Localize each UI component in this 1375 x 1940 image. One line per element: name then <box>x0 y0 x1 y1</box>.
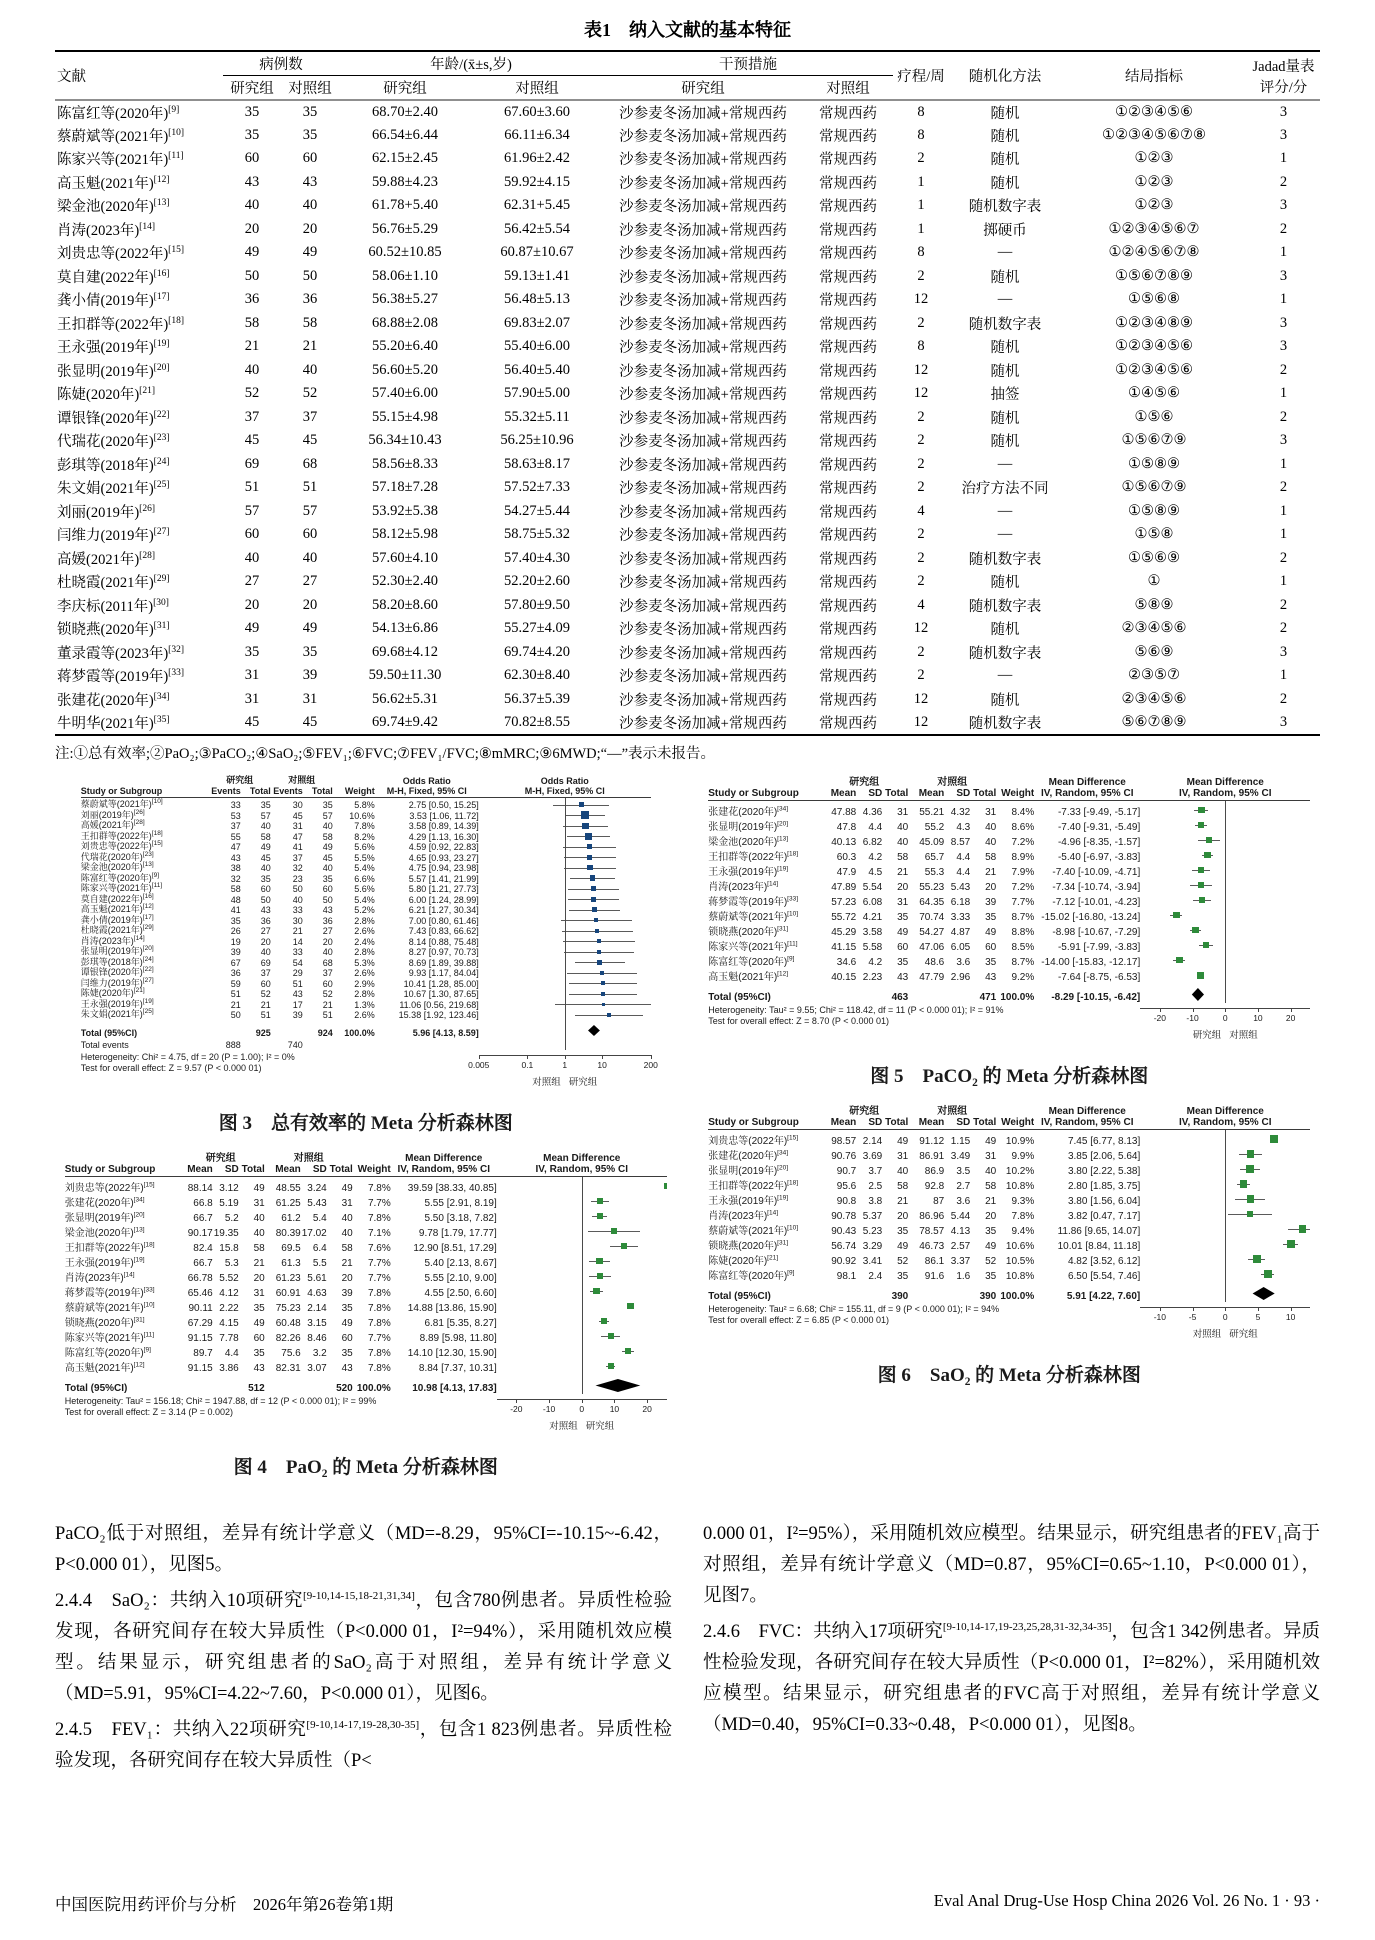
overall-effect-text: Test for overall effect: Z = 9.57 (P < 0.000 01) <box>80 1063 262 1073</box>
forest-plot-fig5: 研究组 对照组 Mean Difference Mean Difference Study or Subgroup Mean SD Total Mean SD Total Weight IV, Random, 95% CI IV, Random, 95% CI 张建花(2020年)[34] 47.88 4.36 31 55.21 4.32 31 8.4% -7.33 [-9.49, -5.17] 张显明(2019年)[20] 47.8 4.4 40 55.2 4.3 40 8.6% -7.40 [-9.31, -5.49] 梁金池(2020年)[13] 40.13 6.82 40 45.09 8.57 40 7.2% -4.96 [-8.35, -1.57] 王扣群等(2022年)[18] 60.3 4.2 58 65.7 4.4 58 8.9% -5.40 [-6.97, -3.83] 王永强(2019年)[19] 47.9 4.5 21 55.3 4.4 21 7.9% -7.40 [-10.09, -4.71] 肖涛(2023年)[14] 47.89 5.54 20 55.23 5.43 20 7.2% -7.34 [-10.74, -3.94] 蒋梦霞等(2019年)[33] 57.23 6.08 31 64.35 6.18 39 7.7% -7.12 [-10.01, -4.23] 蔡蔚斌等(2021年)[10] 55.72 4.21 35 70.74 3.33 35 8.7% -15.02 [-16.80, -13.24] 锁晓燕(2020年)[31] 45.29 3.58 49 54.27 4.87 49 8.8% -8.98 [-10.67, -7.29] 陈家兴等(2021年)[11] 41.15 5.58 60 47.06 6.05 60 8.5% -5.91 [-7.99, -3.83] 陈富红等(2020年)[9] 34.6 4.2 35 48.6 3.6 35 8.7% -14.00 [-15.83, -12.17] 高玉魁(2021年)[12] 40.15 2.23 43 47.79 2.96 43 9.2% -7.64 [-8.75, -6.53] Total (95%CI) 463 471 100.0% -8.29 [-10.15, -6.42] Heterogeneity: Tau² = 9.55; Chi² = 118.42, df = 11 (P < 0.000 01); I² = 91% Test for overall effect: Z = 8.70 (P < 0.000 01) -20 -10 0 10 20 研究组 对照组 图 5 PaCO₂ 的 Meta 分析森林图 <box>708 773 1310 1088</box>
forest-row: 彭琪等(2018年)[24] 67 69 54 68 5.3% 8.69 [1.89, 39.88] <box>81 957 651 968</box>
forest-row: 张显明(2019年)[20] 39 40 33 40 2.8% 8.27 [0.97, 70.73] <box>81 947 651 958</box>
col-cases-control: 对照组 <box>281 76 339 101</box>
body-paragraph: 2.4.4 SaO₂：共纳入10项研究[9-10,14-15,18-21,31,34]，包含780例患者。异质性检验发现，各研究间存在较大异质性（P<0.000 01，I²=94%），采用随机效应模型。结果显示，研究组患者的SaO₂高于对照组，差异有统计学意义（MD=5.91，95%CI=4.22~7.60，P<0.000 01），见图6。 <box>55 1589 672 1704</box>
forest-row: 王永强(2019年)[19] 47.9 4.5 21 55.3 4.4 21 7.9% -7.40 [-10.09, -4.71] <box>708 863 1310 878</box>
forest-row: 陈富红等(2020年)[9] 89.7 4.4 35 75.6 3.2 35 7.8% 14.10 [12.30, 15.90] <box>65 1344 667 1359</box>
col-int-study: 研究组 <box>603 76 803 101</box>
footer-journal-cn: 中国医院用药评价与分析 2026年第26卷第1期 <box>55 1895 394 1914</box>
body-right-column <box>703 1519 1320 1777</box>
heterogeneity-text: Heterogeneity: Chi² = 4.75, df = 20 (P = 1.00); I² = 0% <box>80 1051 295 1062</box>
forest-row: 谭银锋(2020年)[22] 36 37 29 37 2.6% 9.93 [1.17, 84.04] <box>81 968 651 979</box>
table-row: 张建花(2020年)[34] 31 31 56.62±5.31 56.37±5.39 沙参麦冬汤加减+常规西药 常规西药 12 随机 ②③④⑤⑥ 2 <box>57 690 1288 709</box>
forest-row: 梁金池(2020年)[13] 38 40 32 40 5.4% 4.75 [0.94, 23.98] <box>81 863 651 874</box>
forest-plot-grid <box>55 773 1320 1493</box>
forest-row: 张显明(2019年)[20] 47.8 4.4 40 55.2 4.3 40 8.6% -7.40 [-9.31, -5.49] <box>708 818 1310 833</box>
forest-row: 陈家兴等(2021年)[11] 41.15 5.58 60 47.06 6.05 60 8.5% -5.91 [-7.99, -3.83] <box>708 938 1310 953</box>
col-int-control: 对照组 <box>803 76 893 101</box>
forest-row: 王永强(2019年)[19] 21 21 17 21 1.3% 11.06 [0.56, 219.68] <box>81 999 651 1010</box>
forest-total-row: Total (95%CI) 512 520 100.0% 10.98 [4.13, 17.83] <box>65 1378 667 1394</box>
body-left-column <box>55 1519 672 1777</box>
body-text <box>55 1519 1320 1777</box>
table-row: 王扣群等(2022年)[18] 58 58 68.88±2.08 69.83±2.07 沙参麦冬汤加减+常规西药 常规西药 2 随机数字表 ①②③④⑧⑨ 3 <box>57 314 1288 333</box>
axis-group-labels: 对照组 研究组 <box>1192 1328 1258 1340</box>
heterogeneity-text: Heterogeneity: Tau² = 156.18; Chi² = 1947.88, df = 12 (P < 0.000 01); I² = 99% <box>64 1395 377 1406</box>
forest-total-row: Total (95%CI) 463 471 100.0% -8.29 [-10.15, -6.42] <box>708 987 1310 1003</box>
figure-caption: 图 4 PaO₂ 的 Meta 分析森林图 <box>233 1456 498 1478</box>
forest-row: 王扣群等(2022年)[18] 60.3 4.2 58 65.7 4.4 58 8.9% -5.40 [-6.97, -3.83] <box>708 848 1310 863</box>
figures-right-column <box>699 773 1321 1493</box>
table-row: 蒋梦霞等(2019年)[33] 31 39 59.50±11.30 62.30±8.40 沙参麦冬汤加减+常规西药 常规西药 2 — ②③⑤⑦ 1 <box>57 667 1288 686</box>
body-paragraph: 0.000 01，I²=95%），采用随机效应模型。结果显示，研究组患者的FEV₁高于对照组，差异有统计学意义（MD=0.87，95%CI=0.65~1.10，P<0.000 01），见图7。 <box>703 1523 1320 1606</box>
forest-row: 高媛(2021年)[28] 37 40 31 40 7.8% 3.58 [0.89, 14.39] <box>81 821 651 832</box>
table-row: 蔡蔚斌等(2021年)[10] 35 35 66.54±6.44 66.11±6.34 沙参麦冬汤加减+常规西药 常规西药 8 随机 ①②③④⑤⑥⑦⑧ 3 <box>57 126 1288 145</box>
forest-row: 陈婕(2020年)[21] 90.92 3.41 52 86.1 3.37 52 10.5% 4.82 [3.52, 6.12] <box>708 1252 1310 1267</box>
col-cases: 病例数 <box>223 51 339 76</box>
forest-row: 肖涛(2023年)[14] 19 20 14 20 2.4% 8.14 [0.88, 75.48] <box>81 936 651 947</box>
forest-row: 高玉魁(2021年)[12] 41 43 33 43 5.2% 6.21 [1.27, 30.34] <box>81 905 651 916</box>
overall-effect-text: Test for overall effect: Z = 8.70 (P < 0.000 01) <box>708 1016 890 1026</box>
forest-row: 张显明(2019年)[20] 90.7 3.7 40 86.9 3.5 40 10.2% 3.80 [2.22, 5.38] <box>708 1162 1310 1177</box>
table-row: 高玉魁(2021年)[12] 43 43 59.88±4.23 59.92±4.15 沙参麦冬汤加减+常规西药 常规西药 1 随机 ①②③ 2 <box>57 173 1288 192</box>
table-row: 高媛(2021年)[28] 40 40 57.60±4.10 57.40±4.30 沙参麦冬汤加减+常规西药 常规西药 2 随机数字表 ①⑤⑥⑨ 2 <box>57 549 1288 568</box>
forest-row: 肖涛(2023年)[14] 90.78 5.37 20 86.96 5.44 20 7.8% 3.82 [0.47, 7.17] <box>708 1207 1310 1222</box>
forest-row: 刘丽(2019年)[26] 53 57 45 57 10.6% 3.53 [1.06, 11.72] <box>81 810 651 821</box>
forest-row: 刘贵忠等(2022年)[15] 98.57 2.14 49 91.12 1.15 49 10.9% 7.45 [6.77, 8.13] <box>708 1132 1310 1147</box>
figure-caption: 图 6 SaO₂ 的 Meta 分析森林图 <box>877 1364 1141 1386</box>
forest-row: 高玉魁(2021年)[12] 40.15 2.23 43 47.79 2.96 43 9.2% -7.64 [-8.75, -6.53] <box>708 968 1310 983</box>
forest-row: 王扣群等(2022年)[18] 95.6 2.5 58 92.8 2.7 58 10.8% 2.80 [1.85, 3.75] <box>708 1177 1310 1192</box>
figures-left-column <box>55 773 677 1493</box>
col-course: 疗程/周 <box>893 51 949 100</box>
body-paragraph: PaCO₂低于对照组，差异有统计学意义（MD=-8.29，95%CI=-10.15~-6.42，P<0.000 01），见图5。 <box>55 1523 672 1575</box>
forest-row: 张显明(2019年)[20] 66.7 5.2 40 61.2 5.4 40 7.8% 5.50 [3.18, 7.82] <box>65 1209 667 1224</box>
forest-row: 高玉魁(2021年)[12] 91.15 3.86 43 82.31 3.07 43 7.8% 8.84 [7.37, 10.31] <box>65 1359 667 1374</box>
overall-effect-text: Test for overall effect: Z = 6.85 (P < 0.000 01) <box>708 1315 890 1325</box>
forest-row: 代瑞花(2020年)[23] 43 45 37 45 5.5% 4.65 [0.93, 23.27] <box>81 852 651 863</box>
axis-group-labels: 对照组 研究组 <box>549 1420 615 1432</box>
heterogeneity-text: Heterogeneity: Tau² = 6.68; Chi² = 155.11, df = 9 (P < 0.000 01); I² = 94% <box>708 1303 1000 1314</box>
forest-row: 陈家兴等(2021年)[11] 58 60 50 60 5.6% 5.80 [1.21, 27.73] <box>81 884 651 895</box>
forest-row: 龚小倩(2019年)[17] 35 36 30 36 2.8% 7.00 [0.80, 61.46] <box>81 915 651 926</box>
forest-row: 梁金池(2020年)[13] 90.17 19.35 40 80.39 17.02 40 7.1% 9.78 [1.79, 17.77] <box>65 1224 667 1239</box>
axis-group-labels: 对照组 研究组 <box>532 1076 598 1088</box>
forest-row: 闫维力(2019年)[27] 59 60 51 60 2.9% 10.41 [1.28, 85.00] <box>81 978 651 989</box>
table-row: 彭琪等(2018年)[24] 69 68 58.56±8.33 58.63±8.17 沙参麦冬汤加减+常规西药 常规西药 2 — ①⑤⑧⑨ 1 <box>57 455 1288 474</box>
table-row: 刘丽(2019年)[26] 57 57 53.92±5.38 54.27±5.44 沙参麦冬汤加减+常规西药 常规西药 4 — ①⑤⑧⑨ 1 <box>57 502 1288 521</box>
table-row: 张显明(2019年)[20] 40 40 56.60±5.20 56.40±5.40 沙参麦冬汤加减+常规西药 常规西药 12 随机 ①②③④⑤⑥ 2 <box>57 361 1288 380</box>
table-row: 莫自建(2022年)[16] 50 50 58.06±1.10 59.13±1.41 沙参麦冬汤加减+常规西药 常规西药 2 随机 ①⑤⑥⑦⑧⑨ 3 <box>57 267 1288 286</box>
table-row: 王永强(2019年)[19] 21 21 55.20±6.40 55.40±6.00 沙参麦冬汤加减+常规西药 常规西药 8 随机 ①②③④⑤⑥ 3 <box>57 338 1288 357</box>
forest-plot-fig6: 研究组 对照组 Mean Difference Mean Difference Study or Subgroup Mean SD Total Mean SD Total Weight IV, Random, 95% CI IV, Random, 95% CI 刘贵忠等(2022年)[15] 98.57 2.14 49 91.12 1.15 49 10.9% 7.45 [6.77, 8.13] 张建花(2020年)[34] 90.76 3.69 31 86.91 3.49 31 9.9% 3.85 [2.06, 5.64] 张显明(2019年)[20] 90.7 3.7 40 86.9 3.5 40 10.2% 3.80 [2.22, 5.38] 王扣群等(2022年)[18] 95.6 2.5 58 92.8 2.7 58 10.8% 2.80 [1.85, 3.75] 王永强(2019年)[19] 90.8 3.8 21 87 3.6 21 9.3% 3.80 [1.56, 6.04] 肖涛(2023年)[14] 90.78 5.37 20 86.96 5.44 20 7.8% 3.82 [0.47, 7.17] 蔡蔚斌等(2021年)[10] 90.43 5.23 35 78.57 4.13 35 9.4% 11.86 [9.65, 14.07] 锁晓燕(2020年)[31] 56.74 3.29 49 46.73 2.57 49 10.6% 10.01 [8.84, 11.18] 陈婕(2020年)[21] 90.92 3.41 52 86.1 3.37 52 10.5% 4.82 [3.52, 6.12] 陈富红等(2020年)[9] 98.1 2.4 35 91.6 1.6 35 10.8% 6.50 [5.54, 7.46] Total (95%CI) 390 390 100.0% 5.91 [4.22, 7.60] Heterogeneity: Tau² = 6.68; Chi² = 155.11, df = 9 (P < 0.000 01); I² = 94% Test for overall effect: Z = 6.85 (P < 0.000 01) -10 -5 0 5 10 对照组 研究组 图 6 SaO₂ 的 Meta 分析森林图 <box>708 1102 1310 1387</box>
forest-row: 蔡蔚斌等(2021年)[10] 33 35 30 35 5.8% 2.75 [0.50, 15.25] <box>81 800 651 811</box>
col-randomization: 随机化方法 <box>949 51 1061 100</box>
forest-row: 陈婕(2020年)[21] 51 52 43 52 2.8% 10.67 [1.30, 87.65] <box>81 989 651 1000</box>
table-row: 朱文娟(2021年)[25] 51 51 57.18±7.28 57.52±7.33 沙参麦冬汤加减+常规西药 常规西药 2 治疗方法不同 ①⑤⑥⑦⑨ 2 <box>57 479 1288 498</box>
page-footer <box>55 1891 1320 1915</box>
forest-total-row: Total (95%CI) 925 924 100.0% 5.96 [4.13, 8.59] <box>81 1024 651 1038</box>
forest-plot-fig4: 研究组 对照组 Mean Difference Mean Difference Study or Subgroup Mean SD Total Mean SD Total Weight IV, Random, 95% CI IV, Random, 95% CI 刘贵忠等(2022年)[15] 88.14 3.12 49 48.55 3.24 49 7.8% 39.59 [38.33, 40.85] 张建花(2020年)[34] 66.8 5.19 31 61.25 5.43 31 7.7% 5.55 [2.91, 8.19] 张显明(2019年)[20] 66.7 5.2 40 61.2 5.4 40 7.8% 5.50 [3.18, 7.82] 梁金池(2020年)[13] 90.17 19.35 40 80.39 17.02 40 7.1% 9.78 [1.79, 17.77] 王扣群等(2022年)[18] 82.4 15.8 58 69.5 6.4 58 7.6% 12.90 [8.51, 17.29] 王永强(2019年)[19] 66.7 5.3 21 61.3 5.5 21 7.7% 5.40 [2.13, 8.67] 肖涛(2023年)[14] 66.78 5.52 20 61.23 5.61 20 7.7% 5.55 [2.10, 9.00] 蒋梦霞等(2019年)[33] 65.46 4.12 31 60.91 4.63 39 7.8% 4.55 [2.50, 6.60] 蔡蔚斌等(2021年)[10] 90.11 2.22 35 75.23 2.14 35 7.8% 14.88 [13.86, 15.90] 锁晓燕(2020年)[31] 67.29 4.15 49 60.48 3.15 49 7.8% 6.81 [5.35, 8.27] 陈家兴等(2021年)[11] 91.15 7.78 60 82.26 8.46 60 7.7% 8.89 [5.98, 11.80] 陈富红等(2020年)[9] 89.7 4.4 35 75.6 3.2 35 7.8% 14.10 [12.30, 15.90] 高玉魁(2021年)[12] 91.15 3.86 43 82.31 3.07 43 7.8% 8.84 [7.37, 10.31] Total (95%CI) 512 520 100.0% 10.98 [4.13, 17.83] Heterogeneity: Tau² = 156.18; Chi² = 1947.88, df = 12 (P < 0.000 01); I² = 99% Test for overall effect: Z = 3.14 (P = 0.002) -20 -10 0 10 20 对照组 研究组 图 4 PaO₂ 的 Meta 分析森林图 <box>65 1149 667 1479</box>
forest-row: 张建花(2020年)[34] 47.88 4.36 31 55.21 4.32 31 8.4% -7.33 [-9.49, -5.17] <box>708 803 1310 818</box>
figure-caption: 图 5 PaCO₂ 的 Meta 分析森林图 <box>870 1065 1149 1087</box>
body-paragraph: 2.4.6 FVC：共纳入17项研究[9-10,14-17,19-23,25,28,31-32,34-35]，包含1 342例患者。异质性检验发现，各研究间存在较大异质性（P<0.000 01，I²=82%），采用随机效应模型。结果显示，研究组患者的FVC高于对照组，差异有统计学意义（MD=0.40，95%CI=0.33~0.48，P<0.000 01），见图8。 <box>703 1620 1320 1735</box>
col-age-control: 对照组 <box>471 76 603 101</box>
axis-group-labels: 研究组 对照组 <box>1192 1029 1258 1041</box>
forest-row: 蔡蔚斌等(2021年)[10] 90.11 2.22 35 75.23 2.14 35 7.8% 14.88 [13.86, 15.90] <box>65 1299 667 1314</box>
forest-row: 王扣群等(2022年)[18] 55 58 47 58 8.2% 4.29 [1.13, 16.30] <box>81 831 651 842</box>
table-row: 龚小倩(2019年)[17] 36 36 56.38±5.27 56.48±5.13 沙参麦冬汤加减+常规西药 常规西药 12 — ①⑤⑥⑧ 1 <box>57 291 1288 310</box>
table-footnote: 注:①总有效率;②PaO₂;③PaCO₂;④SaO₂;⑤FEV₁;⑥FVC;⑦FEV₁/FVC;⑧mMRC;⑨6MWD;“—”表示未报告。 <box>55 745 716 762</box>
forest-row: 梁金池(2020年)[13] 40.13 6.82 40 45.09 8.57 40 7.2% -4.96 [-8.35, -1.57] <box>708 833 1310 848</box>
table-row: 陈富红等(2020年)[9] 35 35 68.70±2.40 67.60±3.60 沙参麦冬汤加减+常规西药 常规西药 8 随机 ①②③④⑤⑥ 3 <box>57 103 1288 122</box>
forest-row: 肖涛(2023年)[14] 47.89 5.54 20 55.23 5.43 20 7.2% -7.34 [-10.74, -3.94] <box>708 878 1310 893</box>
table-title: 表1 纳入文献的基本特征 <box>584 20 791 40</box>
included-studies-table <box>55 50 1320 736</box>
col-intervention: 干预措施 <box>603 51 893 76</box>
forest-row: 陈富红等(2020年)[9] 98.1 2.4 35 91.6 1.6 35 10.8% 6.50 [5.54, 7.46] <box>708 1267 1310 1282</box>
forest-row: 朱文娟(2021年)[25] 50 51 39 51 2.6% 15.38 [1.92, 123.46] <box>81 1010 651 1021</box>
table-row: 陈婕(2020年)[21] 52 52 57.40±6.00 57.90±5.00 沙参麦冬汤加减+常规西药 常规西药 12 抽签 ①④⑤⑥ 1 <box>57 385 1288 404</box>
col-age: 年龄/(x̄±s,岁) <box>339 51 603 76</box>
forest-row: 刘贵忠等(2022年)[15] 88.14 3.12 49 48.55 3.24 49 7.8% 39.59 [38.33, 40.85] <box>65 1179 667 1194</box>
table-row: 谭银锋(2020年)[22] 37 37 55.15±4.98 55.32±5.11 沙参麦冬汤加减+常规西药 常规西药 2 随机 ①⑤⑥ 2 <box>57 408 1288 427</box>
forest-plot-fig3: 研究组 对照组 Odds Ratio Odds Ratio Study or Subgroup Events Total Events Total Weight M-H, Fixed, 95% CI M-H, Fixed, 95% CI 蔡蔚斌等(2021年)[10] 33 35 30 35 5.8% 2.75 [0.50, 15.25] 刘丽(2019年)[26] 53 57 45 57 10.6% 3.53 [1.06, 11.72] 高媛(2021年)[28] 37 40 31 40 7.8% 3.58 [0.89, 14.39] 王扣群等(2022年)[18] 55 58 47 58 8.2% 4.29 [1.13, 16.30] 刘贵忠等(2022年)[15] 47 49 41 49 5.6% 4.59 [0.92, 22.83] 代瑞花(2020年)[23] 43 45 37 45 5.5% 4.65 [0.93, 23.27] 梁金池(2020年)[13] 38 40 32 40 5.4% 4.75 [0.94, 23.98] 陈富红等(2020年)[9] 32 35 23 35 6.6% 5.57 [1.41, 21.99] 陈家兴等(2021年)[11] 58 60 50 60 5.6% 5.80 [1.21, 27.73] 莫自建(2022年)[16] 48 50 40 50 5.4% 6.00 [1.24, 28.99] 高玉魁(2021年)[12] 41 43 33 43 5.2% 6.21 [1.27, 30.34] 龚小倩(2019年)[17] 35 36 30 36 2.8% 7.00 [0.80, 61.46] 杜晓霞(2021年)[29] 26 27 21 27 2.6% 7.43 [0.83, 66.62] 肖涛(2023年)[14] 19 20 14 20 2.4% 8.14 [0.88, 75.48] 张显明(2019年)[20] 39 40 33 40 2.8% 8.27 [0.97, 70.73] 彭琪等(2018年)[24] 67 69 54 68 5.3% 8.69 [1.89, 39.88] 谭银锋(2020年)[22] 36 37 29 37 2.6% 9.93 [1.17, 84.04] 闫维力(2019年)[27] 59 60 51 60 2.9% 10.41 [1.28, 85.00] 陈婕(2020年)[21] 51 52 43 52 2.8% 10.67 [1.30, 87.65] 王永强(2019年)[19] 21 21 17 21 1.3% 11.06 [0.56, 219.68] 朱文娟(2021年)[25] 50 51 39 51 2.6% 15.38 [1.92, 123.46] Total (95%CI) 925 924 100.0% 5.96 [4.13, 8.59] Total events 888 740 Heterogeneity: Chi² = 4.75, df = 20 (P = 1.00); I² = 0% Test for overall effect: Z = 9.57 (P < 0.000 01) 0.005 0.1 1 10 200 对照组 研究组 图 3 总有效率的 Meta 分析森林图 <box>80 774 658 1134</box>
table-row: 陈家兴等(2021年)[11] 60 60 62.15±2.45 61.96±2.42 沙参麦冬汤加减+常规西药 常规西药 2 随机 ①②③ 1 <box>57 150 1288 169</box>
forest-row: 王永强(2019年)[19] 66.7 5.3 21 61.3 5.5 21 7.7% 5.40 [2.13, 8.67] <box>65 1254 667 1269</box>
forest-row: 肖涛(2023年)[14] 66.78 5.52 20 61.23 5.61 20 7.7% 5.55 [2.10, 9.00] <box>65 1269 667 1284</box>
body-paragraph: 2.4.5 FEV₁：共纳入22项研究[9-10,14-17,19-28,30-35]，包含1 823例患者。异质性检验发现，各研究间存在较大异质性（P< <box>55 1718 672 1771</box>
forest-row: 刘贵忠等(2022年)[15] 47 49 41 49 5.6% 4.59 [0.92, 22.83] <box>81 842 651 853</box>
overall-effect-text: Test for overall effect: Z = 3.14 (P = 0.002) <box>64 1407 234 1417</box>
forest-row: 杜晓霞(2021年)[29] 26 27 21 27 2.6% 7.43 [0.83, 66.62] <box>81 926 651 937</box>
forest-row: 莫自建(2022年)[16] 48 50 40 50 5.4% 6.00 [1.24, 28.99] <box>81 894 651 905</box>
table-row: 牛明华(2021年)[35] 45 45 69.74±9.42 70.82±8.55 沙参麦冬汤加减+常规西药 常规西药 12 随机数字表 ⑤⑥⑦⑧⑨ 3 <box>57 713 1288 732</box>
table-row: 刘贵忠等(2022年)[15] 49 49 60.52±10.85 60.87±10.67 沙参麦冬汤加减+常规西药 常规西药 8 — ①②④⑤⑥⑦⑧ 1 <box>57 244 1288 263</box>
forest-row: 张建花(2020年)[34] 66.8 5.19 31 61.25 5.43 31 7.7% 5.55 [2.91, 8.19] <box>65 1194 667 1209</box>
col-jadad: Jadad量表 评分/分 <box>1247 51 1320 100</box>
forest-row: 陈富红等(2020年)[9] 34.6 4.2 35 48.6 3.6 35 8.7% -14.00 [-15.83, -12.17] <box>708 953 1310 968</box>
forest-total-events-row: Total events 888 740 <box>80 1039 303 1050</box>
col-age-study: 研究组 <box>339 76 471 101</box>
col-cases-study: 研究组 <box>223 76 281 101</box>
forest-total-row: Total (95%CI) 390 390 100.0% 5.91 [4.22, 7.60] <box>708 1286 1310 1302</box>
forest-row: 蔡蔚斌等(2021年)[10] 90.43 5.23 35 78.57 4.13 35 9.4% 11.86 [9.65, 14.07] <box>708 1222 1310 1237</box>
forest-row: 陈富红等(2020年)[9] 32 35 23 35 6.6% 5.57 [1.41, 21.99] <box>81 873 651 884</box>
table-row: 杜晓霞(2021年)[29] 27 27 52.30±2.40 52.20±2.60 沙参麦冬汤加减+常规西药 常规西药 2 随机 ① 1 <box>57 573 1288 592</box>
forest-row: 锁晓燕(2020年)[31] 45.29 3.58 49 54.27 4.87 49 8.8% -8.98 [-10.67, -7.29] <box>708 923 1310 938</box>
table-row: 锁晓燕(2020年)[31] 49 49 54.13±6.86 55.27±4.09 沙参麦冬汤加减+常规西药 常规西药 12 随机 ②③④⑤⑥ 2 <box>57 620 1288 639</box>
table-row: 代瑞花(2020年)[23] 45 45 56.34±10.43 56.25±10.96 沙参麦冬汤加减+常规西药 常规西药 2 随机 ①⑤⑥⑦⑨ 3 <box>57 432 1288 451</box>
forest-row: 蒋梦霞等(2019年)[33] 65.46 4.12 31 60.91 4.63 39 7.8% 4.55 [2.50, 6.60] <box>65 1284 667 1299</box>
heterogeneity-text: Heterogeneity: Tau² = 9.55; Chi² = 118.42, df = 11 (P < 0.000 01); I² = 91% <box>708 1004 1004 1015</box>
forest-row: 王永强(2019年)[19] 90.8 3.8 21 87 3.6 21 9.3% 3.80 [1.56, 6.04] <box>708 1192 1310 1207</box>
footer-journal-en: Eval Anal Drug-Use Hosp China 2026 Vol. 26 No. 1 · 93 · <box>933 1891 1320 1910</box>
forest-row: 锁晓燕(2020年)[31] 67.29 4.15 49 60.48 3.15 49 7.8% 6.81 [5.35, 8.27] <box>65 1314 667 1329</box>
col-literature: 文献 <box>55 51 223 100</box>
forest-row: 蔡蔚斌等(2021年)[10] 55.72 4.21 35 70.74 3.33 35 8.7% -15.02 [-16.80, -13.24] <box>708 908 1310 923</box>
table-row: 李庆标(2011年)[30] 20 20 58.20±8.60 57.80±9.50 沙参麦冬汤加减+常规西药 常规西药 4 随机数字表 ⑤⑧⑨ 2 <box>57 596 1288 615</box>
table-row: 闫维力(2019年)[27] 60 60 58.12±5.98 58.75±5.32 沙参麦冬汤加减+常规西药 常规西药 2 — ①⑤⑧ 1 <box>57 526 1288 545</box>
table-row: 董录霞等(2023年)[32] 35 35 69.68±4.12 69.74±4.20 沙参麦冬汤加减+常规西药 常规西药 2 随机数字表 ⑤⑥⑨ 3 <box>57 643 1288 662</box>
forest-row: 陈家兴等(2021年)[11] 91.15 7.78 60 82.26 8.46 60 7.7% 8.89 [5.98, 11.80] <box>65 1329 667 1344</box>
col-outcomes: 结局指标 <box>1061 51 1247 100</box>
forest-row: 蒋梦霞等(2019年)[33] 57.23 6.08 31 64.35 6.18 39 7.7% -7.12 [-10.01, -4.23] <box>708 893 1310 908</box>
forest-row: 张建花(2020年)[34] 90.76 3.69 31 86.91 3.49 31 9.9% 3.85 [2.06, 5.64] <box>708 1147 1310 1162</box>
forest-row: 王扣群等(2022年)[18] 82.4 15.8 58 69.5 6.4 58 7.6% 12.90 [8.51, 17.29] <box>65 1239 667 1254</box>
table-row: 梁金池(2020年)[13] 40 40 61.78+5.40 62.31+5.45 沙参麦冬汤加减+常规西药 常规西药 1 随机数字表 ①②③ 3 <box>57 197 1288 216</box>
forest-row: 锁晓燕(2020年)[31] 56.74 3.29 49 46.73 2.57 49 10.6% 10.01 [8.84, 11.18] <box>708 1237 1310 1252</box>
table-row: 肖涛(2023年)[14] 20 20 56.76±5.29 56.42±5.54 沙参麦冬汤加减+常规西药 常规西药 1 掷硬币 ①②③④⑤⑥⑦ 2 <box>57 220 1288 239</box>
figure-caption: 图 3 总有效率的 Meta 分析森林图 <box>218 1112 513 1134</box>
